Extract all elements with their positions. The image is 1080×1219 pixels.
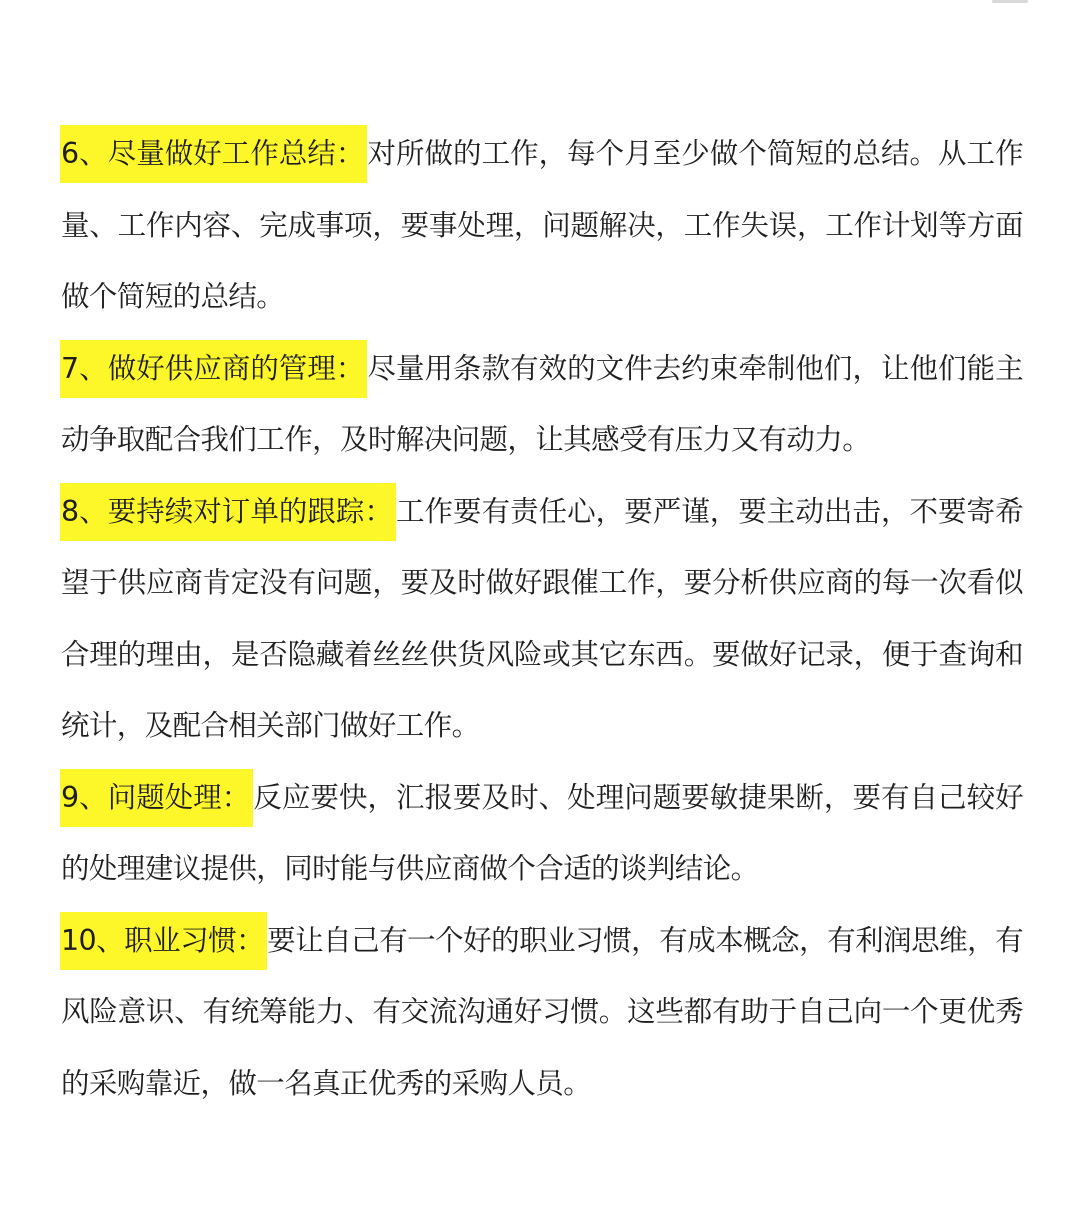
tip-item-6	[61, 118, 1023, 333]
tip-item-7	[61, 333, 1023, 476]
top-edge-mark	[992, 0, 1028, 3]
tip-item-10	[61, 905, 1023, 1120]
document-body	[61, 118, 1023, 1119]
tip-heading-6: 6、尽量做好工作总结：	[60, 125, 367, 183]
tip-heading-9: 9、问题处理：	[60, 769, 253, 827]
tip-body-8: 工作要有责任心，要严谨，要主动出击，不要寄希望于供应商肯定没有问题，要及时做好跟催工作，要分析供应商的每一次看似合理的理由，是否隐藏着丝丝供货风险或其它东西。要做好记录，便于查询和统计，及配合相关部门做好工作。	[61, 494, 1023, 742]
tip-item-9	[61, 762, 1023, 905]
tip-item-8	[61, 476, 1023, 762]
tip-body-10: 要让自己有一个好的职业习惯，有成本概念，有利润思维，有风险意识、有统筹能力、有交流沟通好习惯。这些都有助于自己向一个更优秀的采购靠近，做一名真正优秀的采购人员。	[61, 923, 1023, 1100]
tip-heading-8: 8、要持续对订单的跟踪：	[60, 483, 396, 541]
tip-heading-7: 7、做好供应商的管理：	[60, 340, 367, 398]
tip-heading-10: 10、职业习惯：	[60, 912, 267, 970]
tip-body-7: 尽量用条款有效的文件去约束牵制他们，让他们能主动争取配合我们工作，及时解决问题，让其感受有压力又有动力。	[61, 351, 1023, 456]
tip-body-6: 对所做的工作，每个月至少做个简短的总结。从工作量、工作内容、完成事项，要事处理，问题解决，工作失误，工作计划等方面做个简短的总结。	[61, 137, 1023, 313]
tip-body-9: 反应要快，汇报要及时、处理问题要敏捷果断，要有自己较好的处理建议提供，同时能与供应商做个合适的谈判结论。	[61, 780, 1023, 885]
